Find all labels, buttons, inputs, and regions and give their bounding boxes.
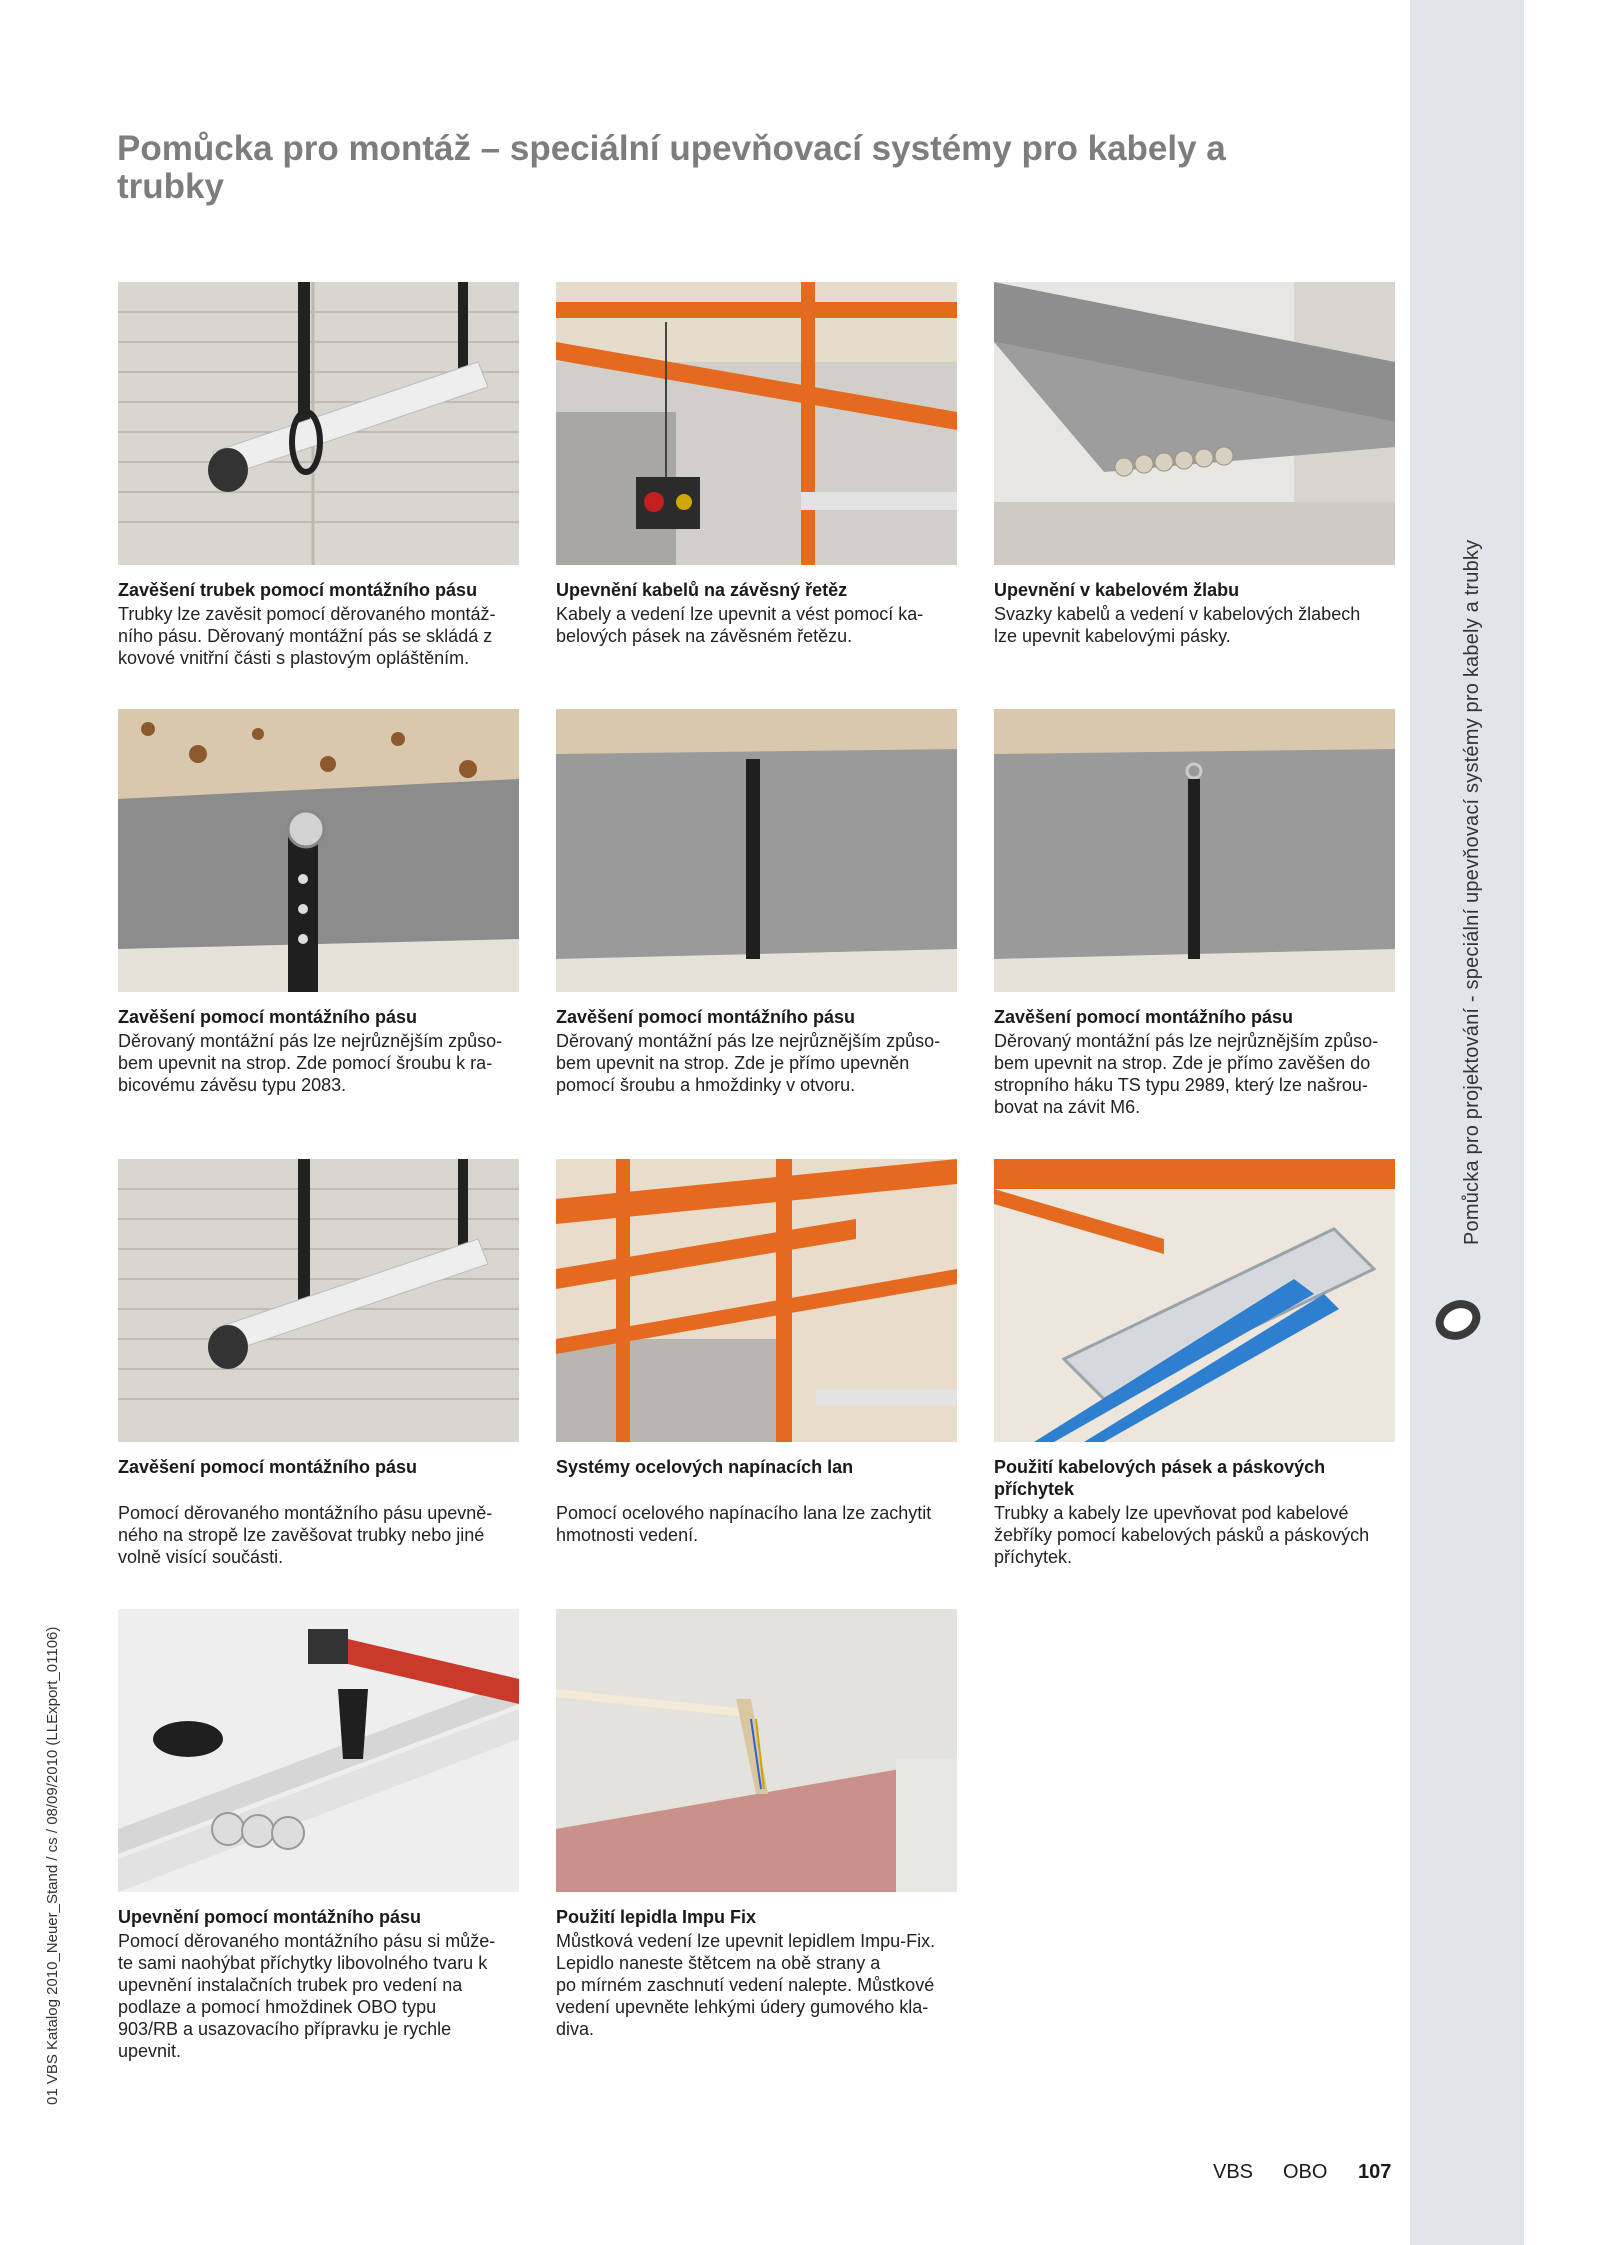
item-cable-ladder xyxy=(994,1159,1395,1568)
item-text: Trubky lze zavěsit pomocí děrovaného montáž- ního pásu. Děrovaný montážní pás se skládá z kovové vnitřní části s plastovým opláštěním. xyxy=(118,604,496,668)
item-ceiling-hook xyxy=(994,709,1395,1118)
item-text: Trubky a kabely lze upevňovat pod kabelové žebříky pomocí kabelových pásků a páskových příchytek. xyxy=(994,1503,1370,1567)
photo-cable-tray xyxy=(994,282,1395,565)
obo-logo-icon xyxy=(1434,1296,1482,1344)
photo-screw-dowel xyxy=(556,709,957,992)
catalog-export-note: 01 VBS Katalog 2010_Neuer_Stand / cs / 08/09/2010 (LLExport_01106) xyxy=(44,1626,61,2105)
item-title: Použití kabelových pásek a páskových příchytek xyxy=(994,1457,1326,1499)
photo-pipe-hanging xyxy=(118,1159,519,1442)
item-title: Upevnění kabelů na závěsný řetěz xyxy=(556,580,848,600)
item-text: Kabely a vedení lze upevnit a vést pomocí ka- belových pásek na závěsném řetězu. xyxy=(556,604,924,646)
item-cable-tray xyxy=(994,282,1395,647)
photo-impu-fix xyxy=(556,1609,957,1892)
photo-ceiling-hook xyxy=(994,709,1395,992)
item-title: Zavěšení trubek pomocí montážního pásu xyxy=(118,580,478,600)
item-title: Použití lepidla Impu Fix xyxy=(556,1907,757,1927)
side-section-title: Pomůcka pro projektování - speciální upevňovací systémy pro kabely a trubky xyxy=(1461,539,1483,1245)
photo-hanging-chain xyxy=(556,282,957,565)
item-text: Děrovaný montážní pás lze nejrůznějším způso- bem upevnit na strop. Zde pomocí šroubu k ra- bicovému závěsu typu 2083. xyxy=(118,1031,503,1095)
item-pipe-hanging xyxy=(118,1159,519,1568)
item-title: Systémy ocelových napínacích lan xyxy=(556,1457,854,1477)
item-title: Upevnění pomocí montážního pásu xyxy=(118,1907,422,1927)
item-hanging-chain xyxy=(556,282,957,647)
item-title: Zavěšení pomocí montážního pásu xyxy=(118,1457,418,1477)
footer-brand: OBO xyxy=(1283,2161,1328,2183)
item-text: Děrovaný montážní pás lze nejrůznějším způso- bem upevnit na strop. Zde je přímo upevněn pomocí šroubu a hmoždinky v otvoru. xyxy=(556,1031,941,1095)
photo-cable-ladder xyxy=(994,1159,1395,1442)
photo-pipe-hanger-strap xyxy=(118,282,519,565)
item-text: Svazky kabelů a vedení v kabelových žlabech lze upevnit kabelovými pásky. xyxy=(994,604,1361,646)
item-text: Děrovaný montážní pás lze nejrůznějším způso- bem upevnit na strop. Zde je přímo zavěšen do stropního háku TS typu 2989, který lze našrou- bovat na závit M6. xyxy=(994,1031,1379,1117)
item-steel-cable xyxy=(556,1159,957,1546)
item-impu-fix xyxy=(556,1609,957,2040)
photo-steel-cable xyxy=(556,1159,957,1442)
item-text: Pomocí děrovaného montážního pásu upevně- ného na stropě lze zavěšovat trubky nebo jiné volně visící součásti. xyxy=(118,1503,493,1567)
page-footer xyxy=(1213,2161,1393,2187)
item-pipe-hanger-strap xyxy=(118,282,519,669)
item-floor-strap xyxy=(118,1609,519,2062)
item-title: Upevnění v kabelovém žlabu xyxy=(994,580,1240,600)
item-title: Zavěšení pomocí montážního pásu xyxy=(556,1007,856,1027)
item-title: Zavěšení pomocí montážního pásu xyxy=(118,1007,418,1027)
item-text: Pomocí děrovaného montážního pásu si může- te sami naohýbat příchytky libovolného tvaru k upevnění instalačních trubek pro vedení na podlaze a pomocí hmoždinek OBO typu 903/RB a usazovacího přípravku je rychle upevnit. xyxy=(118,1931,496,2061)
page-title: Pomůcka pro montáž – speciální upevňovací systémy pro kabely a trubky xyxy=(117,129,1226,206)
item-text: Pomocí ocelového napínacího lana lze zachytit hmotnosti vedení. xyxy=(556,1503,932,1545)
photo-rabitz-hanger xyxy=(118,709,519,992)
photo-floor-strap xyxy=(118,1609,519,1892)
item-rabitz-hanger xyxy=(118,709,519,1096)
page-number: 107 xyxy=(1358,2161,1392,2183)
footer-section: VBS xyxy=(1213,2161,1254,2183)
item-text: Můstková vedení lze upevnit lepidlem Impu-Fix. Lepidlo naneste štětcem na obě strany a po mírném zaschnutí vedení nalepte. Můstkové vedení upevněte lehkými údery gumového kla- diva. xyxy=(556,1931,936,2039)
item-title: Zavěšení pomocí montážního pásu xyxy=(994,1007,1294,1027)
item-screw-dowel xyxy=(556,709,957,1096)
